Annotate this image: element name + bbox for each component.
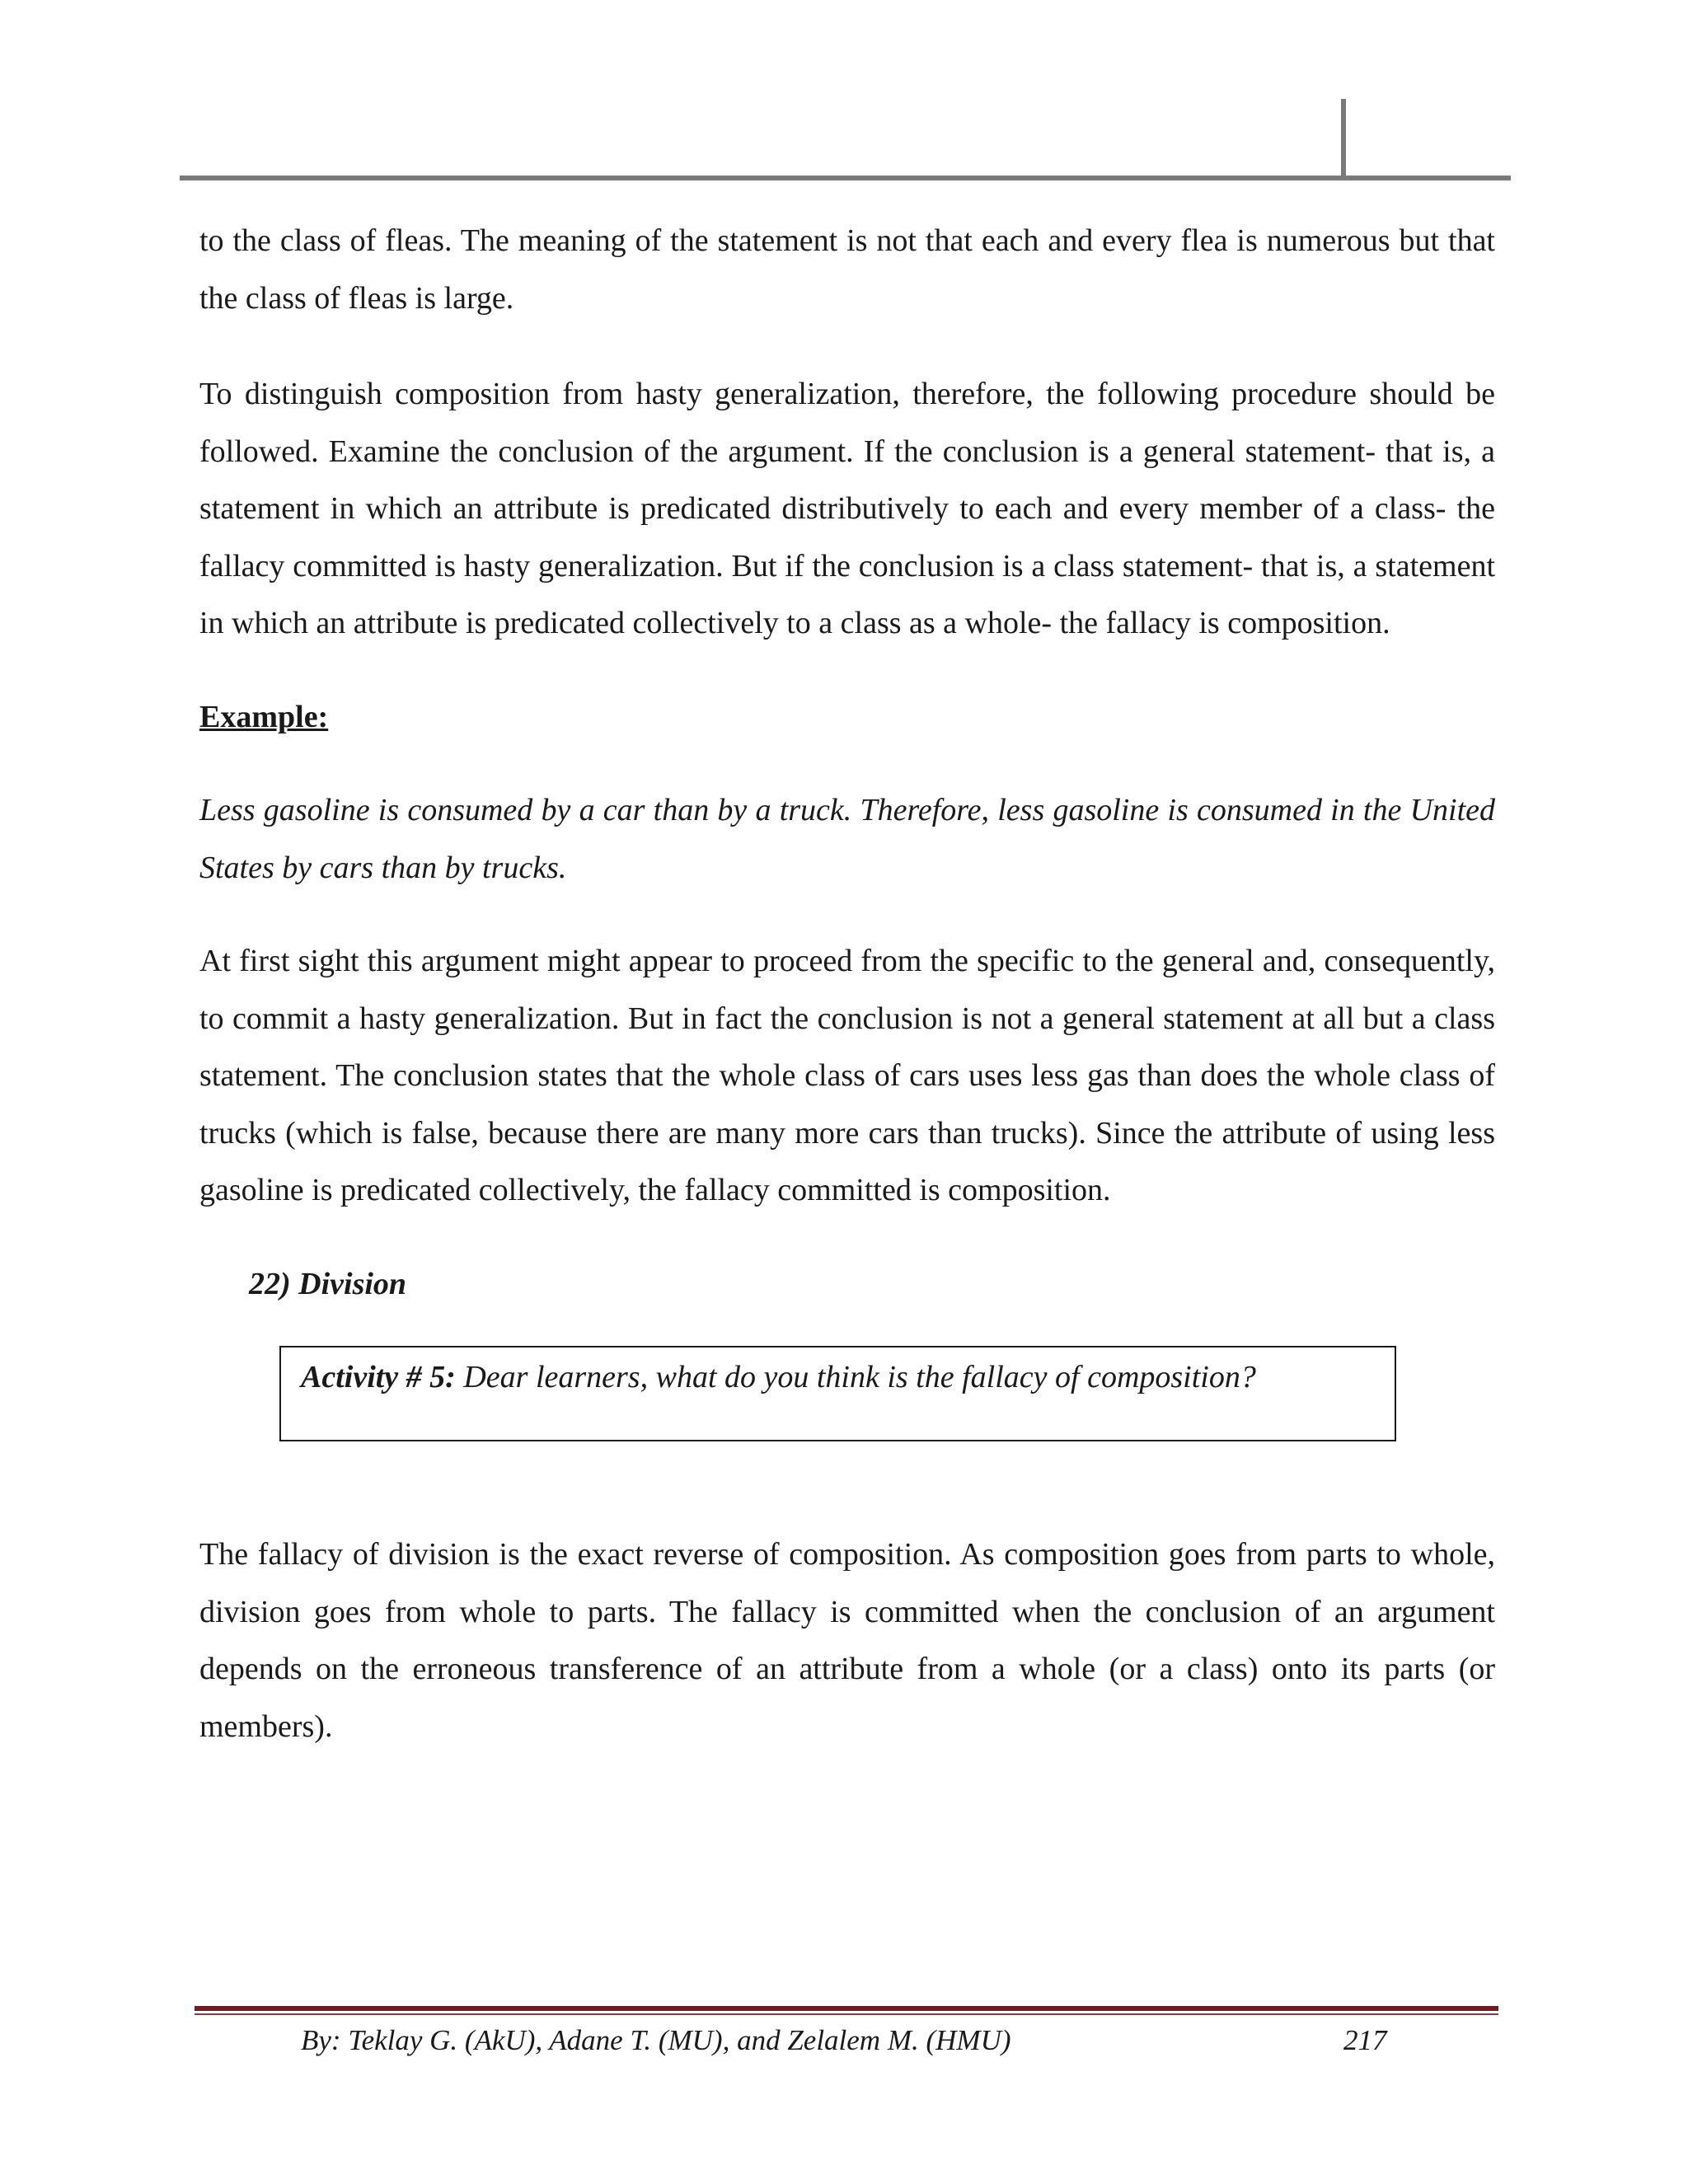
page-content xyxy=(199,213,1495,1755)
example-text: Less gasoline is consumed by a car than by a truck. Therefore, less gasoline is consumed in the United States by cars than by trucks. xyxy=(199,793,1495,885)
footer-rule-thick xyxy=(195,2006,1498,2011)
section-heading-division: 22) Division xyxy=(249,1266,407,1301)
footer-rule-thin xyxy=(195,2013,1498,2015)
paragraph-distinguish-composition: To distinguish composition from hasty generalization, therefore, the following procedure should be followed. Examine the conclusion of the argument. If the conclusion is a general statement- that is, a statement in which an attribute is predicated distributively to each and every member of a class- the fallacy committed is hasty generalization. But if the conclusion is a class statement- that is, a statement in which an attribute is predicated collectively to a class as a whole- the fallacy is composition. xyxy=(199,377,1495,640)
activity-box xyxy=(279,1346,1396,1441)
paragraph-division: The fallacy of division is the exact reverse of composition. As composition goes from parts to whole, division goes from whole to parts. The fallacy is committed when the conclusion of an argument depends on the erroneous transference of an attribute from a whole (or a class) onto its parts (or members). xyxy=(199,1537,1495,1744)
activity-label: Activity # 5: xyxy=(301,1360,456,1394)
footer-authors: By: Teklay G. (AkU), Adane T. (MU), and Zelalem M. (HMU) xyxy=(301,2024,1011,2056)
paragraph-first-sight: At first sight this argument might appear to proceed from the specific to the general and, consequently, to commit a hasty generalization. But in fact the conclusion is not a general statement at all but a class statement. The conclusion states that the whole class of cars uses less gas than does the whole class of trucks (which is false, because there are many more cars than trucks). Since the attribute of using less gasoline is predicated collectively, the fallacy committed is composition. xyxy=(199,944,1495,1207)
activity-question: Dear learners, what do you think is the fallacy of composition? xyxy=(455,1360,1256,1394)
header-tick xyxy=(1341,99,1346,180)
page-number: 217 xyxy=(1343,2024,1387,2056)
header-rule xyxy=(180,176,1511,180)
paragraph-fleas: to the class of fleas. The meaning of the statement is not that each and every flea is numerous but that the class of fleas is large. xyxy=(199,223,1495,316)
example-heading: Example: xyxy=(199,699,329,734)
